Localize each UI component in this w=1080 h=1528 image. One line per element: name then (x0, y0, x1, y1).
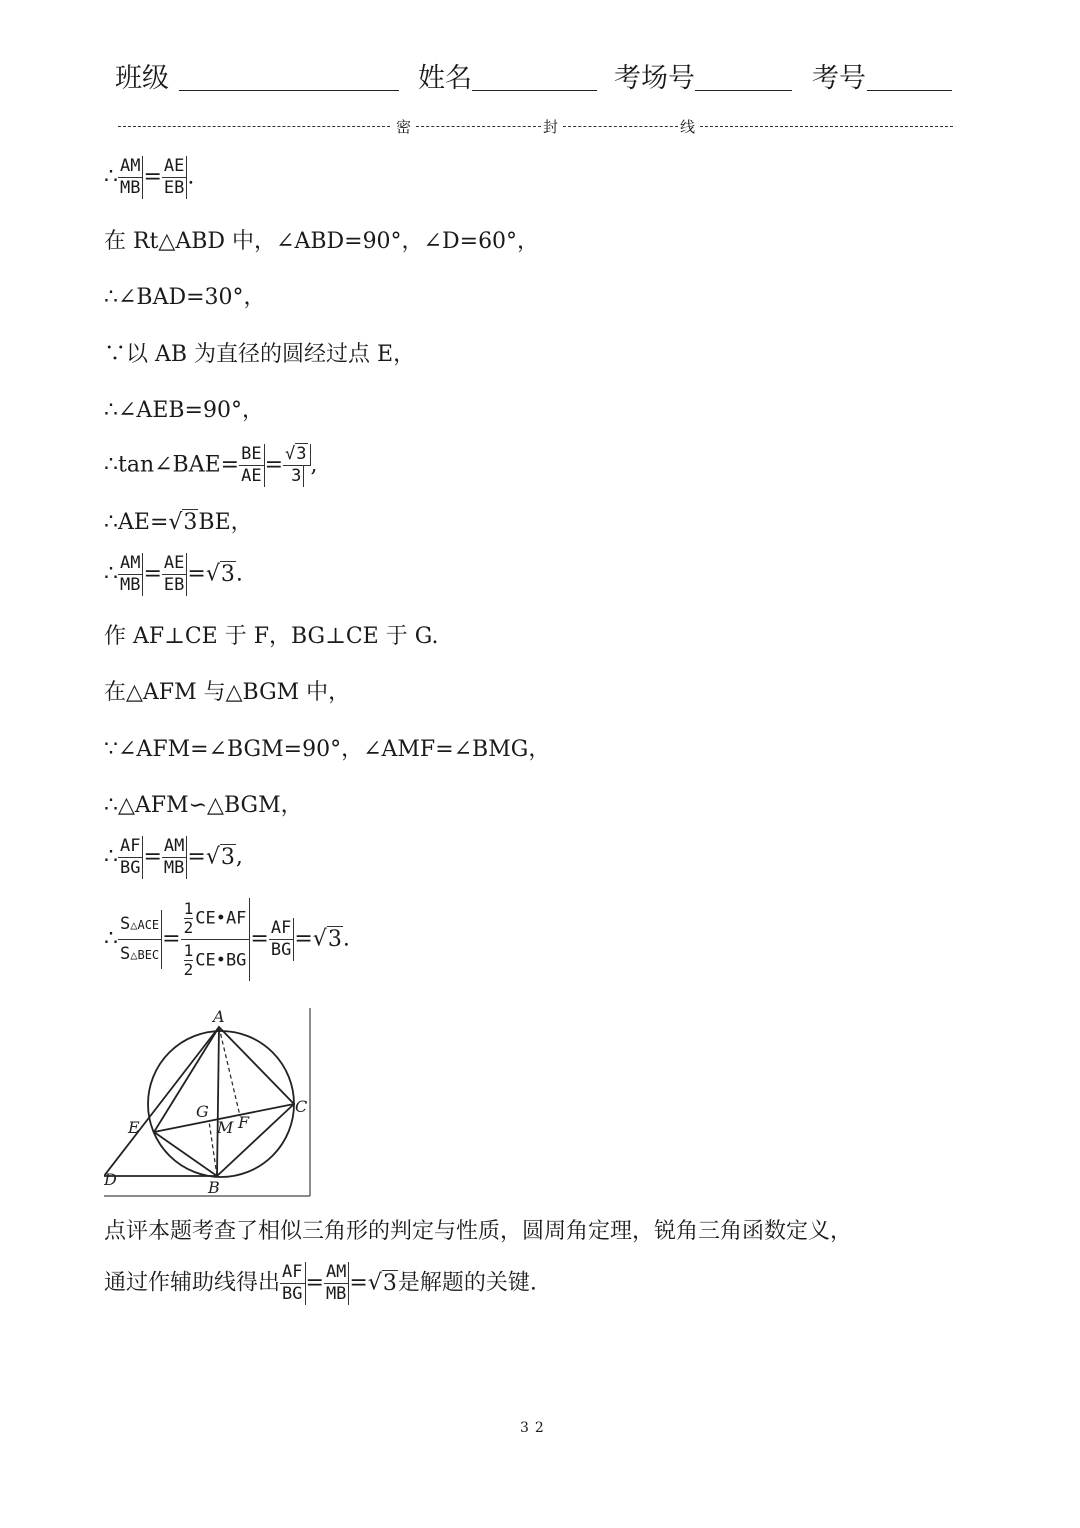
fraction-ae-eb: $\frac{AE}{EB}$ (162, 156, 187, 199)
fraction-be-ae: $\frac{BE}{AE}$ (239, 444, 264, 487)
step-ratio-sqrt3: ∴ $\frac{AM}{MB}$ = $\frac{AE}{EB}$ =√3. (104, 553, 243, 595)
therefore-symbol: ∴ (104, 164, 118, 190)
room-field-line[interactable] (695, 90, 792, 91)
fraction-am-mb: $\frac{AM}{MB}$ (162, 836, 187, 879)
fraction-area-ratio: $\frac{\text{S△ACE}}{\text{S△BEC}}$ (118, 910, 162, 969)
room-label: 考场号 (614, 63, 695, 94)
seal-char-feng: 封 (543, 118, 559, 136)
step-ae-be: ∴AE=√3BE， (104, 510, 253, 535)
label-g: G (196, 1102, 209, 1121)
step-text: ∴△AFM∽△BGM， (104, 793, 303, 818)
seal-char-mi: 密 (396, 118, 412, 136)
circle (148, 1031, 294, 1177)
fraction-am-mb: $\frac{AM}{MB}$ (324, 1262, 349, 1305)
step-text: ∴∠BAD=30°， (104, 285, 266, 310)
label-f: F (238, 1113, 250, 1132)
step-text: 在 Rt△ABD 中，∠ABD=90°，∠D=60°， (104, 229, 540, 254)
step-area-ratio: ∴ $\frac{\text{S△ACE}}{\text{S△BEC}}$ = $\frac{1}{2}$ CE•AF $\frac{1}{2}$ CE•BG = $\frac{AF}{BG}$ =√3. (104, 899, 350, 979)
label-d: D (104, 1170, 117, 1189)
seal-char-xian: 线 (680, 118, 696, 136)
fraction-af-bg: $\frac{AF}{BG}$ (118, 836, 143, 879)
label-a: A (213, 1008, 225, 1026)
segment-bg-dashed (209, 1121, 217, 1176)
step-text: 作 AF⊥CE 于 F，BG⊥CE 于 G. (104, 624, 439, 649)
segment-af-dashed (219, 1027, 240, 1116)
name-field-line[interactable] (472, 90, 597, 91)
seal-dash (118, 126, 390, 127)
step-ratio-equal: ∴ $\frac{AM}{MB}$ = $\frac{AE}{EB}$ . (104, 156, 195, 198)
geometry-figure (104, 1008, 314, 1198)
comment-line-2: 通过作辅助线得出 $\frac{AF}{BG}$ = $\frac{AM}{MB}$ =√3是解题的关键. (104, 1262, 537, 1304)
label-m: M (217, 1118, 234, 1137)
seal-line (118, 116, 953, 136)
label-c: C (295, 1097, 308, 1116)
exam-no-field-line[interactable] (867, 90, 952, 91)
segment-ab (217, 1027, 219, 1176)
exam-no-label: 考号 (812, 63, 866, 94)
label-b: B (208, 1178, 220, 1197)
fraction-am-mb: $\frac{AM}{MB}$ (118, 553, 143, 596)
step-text: 在△AFM 与△BGM 中， (104, 680, 351, 705)
step-text: ∴∠AEB=90°， (104, 398, 264, 423)
name-label: 姓名 (418, 63, 472, 94)
seal-dash (700, 126, 953, 127)
comment-line-1: 点评本题考查了相似三角形的判定与性质，圆周角定理，锐角三角函数定义， (104, 1219, 853, 1244)
exam-header (115, 52, 965, 96)
step-text: ∵∠AFM=∠BGM=90°，∠AMF=∠BMG， (104, 737, 551, 762)
step-tan: ∴tan∠BAE= $\frac{BE}{AE}$ = $\frac{√3}{3}$ , (104, 444, 318, 486)
label-e: E (128, 1118, 140, 1137)
class-label: 班级 (115, 63, 169, 94)
fraction-af-bg: $\frac{AF}{BG}$ (280, 1262, 305, 1305)
seal-dash (563, 126, 678, 127)
fraction-half-ce: $\frac{1}{2}$ CE•AF $\frac{1}{2}$ CE•BG (181, 898, 251, 981)
class-field-line[interactable] (179, 90, 399, 91)
seal-dash (416, 126, 541, 127)
fraction-am-mb: $\frac{AM}{MB}$ (118, 156, 143, 199)
fraction-ae-eb: $\frac{AE}{EB}$ (162, 553, 187, 596)
fraction-af-bg: $\frac{AF}{BG}$ (269, 918, 294, 961)
page-number: 32 (520, 1420, 550, 1436)
fraction-sqrt3-3: $\frac{√3}{3}$ (283, 444, 311, 487)
step-text: ∵以 AB 为直径的圆经过点 E， (104, 342, 416, 367)
step-af-bg: ∴ $\frac{AF}{BG}$ = $\frac{AM}{MB}$ =√3, (104, 836, 243, 878)
